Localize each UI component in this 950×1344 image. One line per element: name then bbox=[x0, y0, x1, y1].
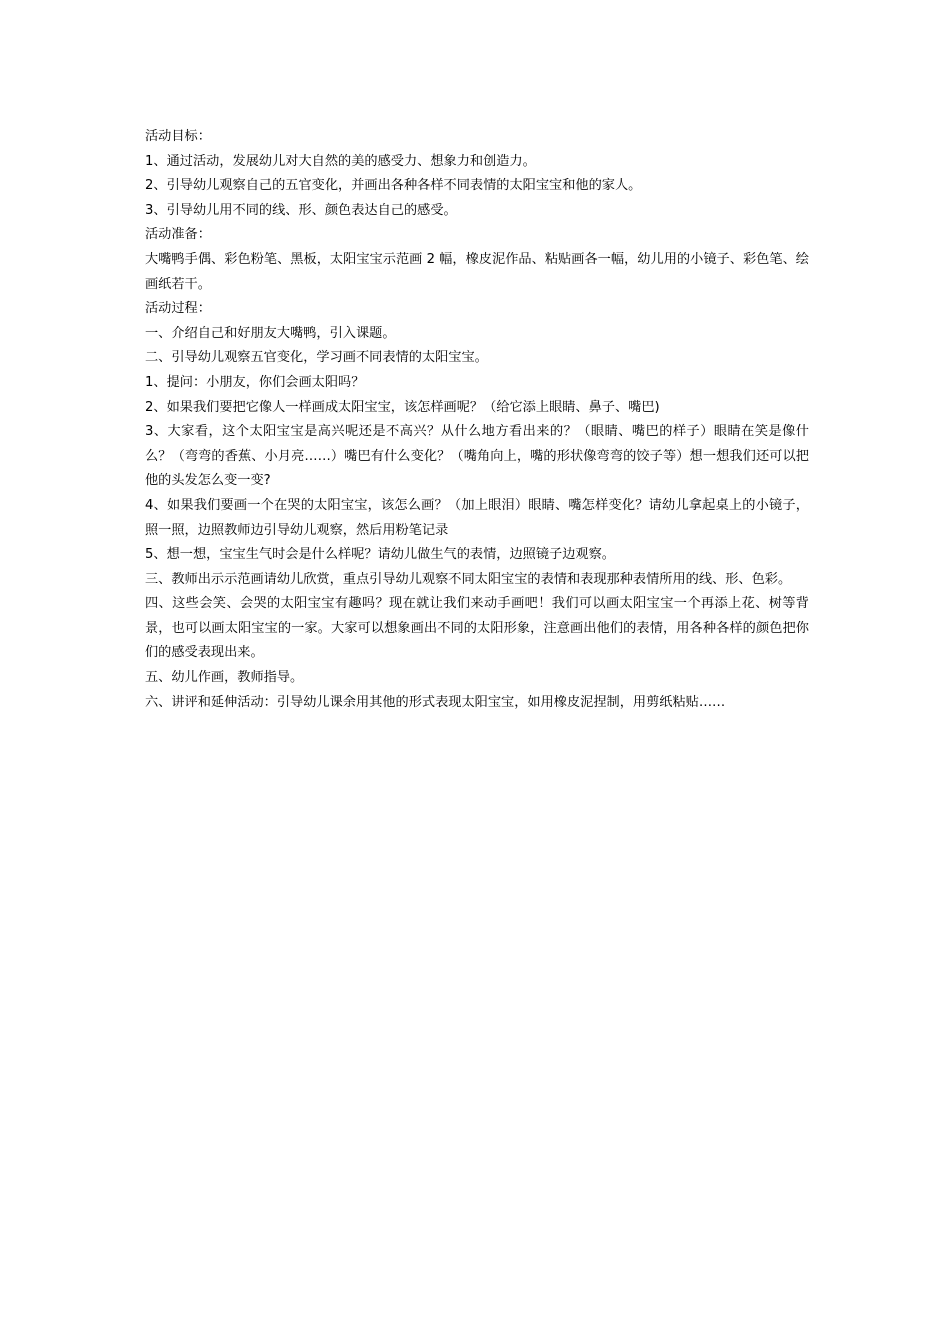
process-substep-5: 5、想一想，宝宝生气时会是什么样呢？请幼儿做生气的表情，边照镜子边观察。 bbox=[145, 547, 615, 563]
process-substep-1: 1、提问：小朋友，你们会画太阳吗？ bbox=[145, 374, 365, 390]
section-heading-process: 活动过程： bbox=[145, 301, 211, 317]
process-substep-2: 2、如果我们要把它像人一样画成太阳宝宝，该怎样画呢？（给它添上眼睛、鼻子、嘴巴) bbox=[145, 399, 660, 415]
section-heading-preparation: 活动准备： bbox=[145, 227, 211, 243]
goal-item-2: 2、引导幼儿观察自己的五官变化，并画出各种各样不同表情的太阳宝宝和他的家人。 bbox=[145, 178, 642, 194]
process-substep-4: 4、如果我们要画一个在哭的太阳宝宝，该怎么画？（加上眼泪）眼睛、嘴怎样变化？请幼儿拿起桌上的小镜子，照一照，边照教师边引导幼儿观察，然后用粉笔记录 bbox=[145, 497, 809, 538]
process-step-4: 四、这些会笑、会哭的太阳宝宝有趣吗？现在就让我们来动手画吧！我们可以画太阳宝宝一个再添上花、树等背景，也可以画太阳宝宝的一家。大家可以想象画出不同的太阳形象，注意画出他们的表情，用各种各样的颜色把你们的感受表现出来。 bbox=[145, 596, 809, 661]
process-step-1: 一、介绍自己和好朋友大嘴鸭，引入课题。 bbox=[145, 325, 396, 341]
process-step-6: 六、讲评和延伸活动：引导幼儿课余用其他的形式表现太阳宝宝，如用橡皮泥捏制，用剪纸粘贴…… bbox=[145, 694, 726, 710]
goal-item-3: 3、引导幼儿用不同的线、形、颜色表达自己的感受。 bbox=[145, 202, 457, 218]
preparation-text: 大嘴鸭手偶、彩色粉笔、黑板，太阳宝宝示范画 2 幅，橡皮泥作品、粘贴画各一幅，幼儿用的小镜子、彩色笔、绘画纸若干。 bbox=[145, 251, 809, 292]
process-substep-3: 3、大家看，这个太阳宝宝是高兴呢还是不高兴？从什么地方看出来的？（眼睛、嘴巴的样子）眼睛在笑是像什么？（弯弯的香蕉、小月亮……）嘴巴有什么变化？（嘴角向上，嘴的形状像弯弯的饺子等）想一想我们还可以把他的头发怎么变一变? bbox=[145, 424, 809, 489]
section-heading-goals: 活动目标： bbox=[145, 129, 211, 144]
document-body bbox=[145, 125, 809, 715]
process-step-3: 三、教师出示示范画请幼儿欣赏，重点引导幼儿观察不同太阳宝宝的表情和表现那种表情所用的线、形、色彩。 bbox=[145, 571, 792, 587]
process-step-2: 二、引导幼儿观察五官变化，学习画不同表情的太阳宝宝。 bbox=[145, 350, 488, 366]
process-step-5: 五、幼儿作画，教师指导。 bbox=[145, 670, 304, 686]
goal-item-1: 1、通过活动，发展幼儿对大自然的美的感受力、想象力和创造力。 bbox=[145, 153, 536, 169]
